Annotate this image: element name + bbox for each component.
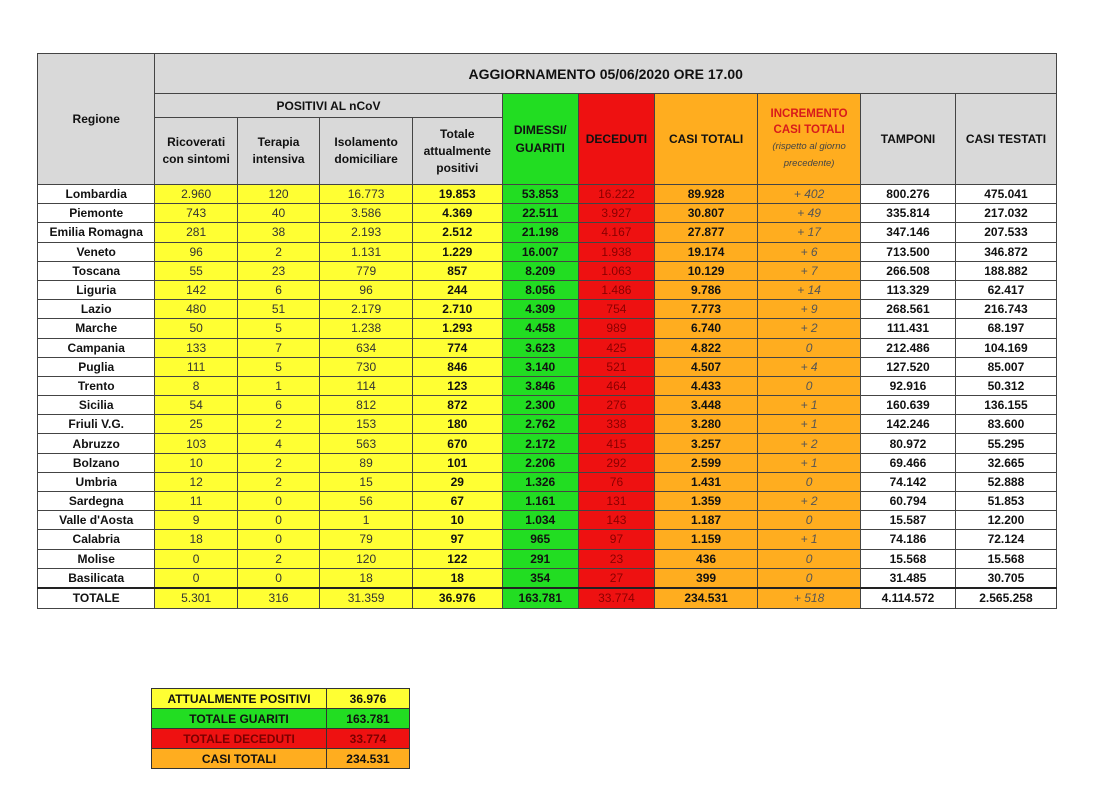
incremento-cell: + 1 <box>758 530 861 549</box>
terapia-cell: 1 <box>237 376 319 395</box>
incremento-cell: + 4 <box>758 357 861 376</box>
deceduti-cell: 1.486 <box>578 280 654 299</box>
dimessi-cell: 1.161 <box>502 492 578 511</box>
dimessi-cell: 2.762 <box>502 415 578 434</box>
terapia-cell: 7 <box>237 338 319 357</box>
tamponi-cell: 69.466 <box>861 453 956 472</box>
ricoverati-cell: 12 <box>155 472 237 491</box>
testati-cell: 50.312 <box>955 376 1056 395</box>
ricoverati-cell: 25 <box>155 415 237 434</box>
incremento-cell: 0 <box>758 568 861 588</box>
deceduti-cell: 415 <box>578 434 654 453</box>
isolamento-cell: 812 <box>320 396 413 415</box>
totale-cell: 2.710 <box>412 300 502 319</box>
terapia-cell: 5 <box>237 319 319 338</box>
totals-label: TOTALE <box>38 588 155 609</box>
ricoverati-header: Ricoverati con sintomi <box>155 118 237 185</box>
table-row <box>38 396 1057 415</box>
region-name: Sicilia <box>38 396 155 415</box>
incremento-cell: 0 <box>758 376 861 395</box>
casi-cell: 436 <box>655 549 758 568</box>
tamponi-cell: 800.276 <box>861 185 956 204</box>
deceduti-cell: 143 <box>578 511 654 530</box>
isolamento-cell: 89 <box>320 453 413 472</box>
testati-cell: 55.295 <box>955 434 1056 453</box>
summary-row <box>152 709 410 729</box>
dimessi-cell: 2.172 <box>502 434 578 453</box>
casi-cell: 1.359 <box>655 492 758 511</box>
testati-cell: 72.124 <box>955 530 1056 549</box>
testati-cell: 68.197 <box>955 319 1056 338</box>
totale-cell: 123 <box>412 376 502 395</box>
table-row <box>38 338 1057 357</box>
casi-cell: 27.877 <box>655 223 758 242</box>
dimessi-header: DIMESSI/ GUARITI <box>502 94 578 185</box>
casi-cell: 19.174 <box>655 242 758 261</box>
casi-cell: 3.280 <box>655 415 758 434</box>
casi-cell: 4.433 <box>655 376 758 395</box>
testati-cell: 51.853 <box>955 492 1056 511</box>
totale-cell: 180 <box>412 415 502 434</box>
testati-cell: 83.600 <box>955 415 1056 434</box>
isolamento-cell: 3.586 <box>320 204 413 223</box>
isolamento-cell: 16.773 <box>320 185 413 204</box>
ricoverati-cell: 54 <box>155 396 237 415</box>
testati-cell: 217.032 <box>955 204 1056 223</box>
isolamento-header: Isolamento domiciliare <box>320 118 413 185</box>
table-row <box>38 472 1057 491</box>
dimessi-cell: 965 <box>502 530 578 549</box>
ricoverati-cell: 96 <box>155 242 237 261</box>
casi-cell: 399 <box>655 568 758 588</box>
testati-cell: 475.041 <box>955 185 1056 204</box>
terapia-cell: 120 <box>237 185 319 204</box>
incremento-cell: + 2 <box>758 492 861 511</box>
summary-label: TOTALE GUARITI <box>152 709 327 729</box>
tamponi-cell: 266.508 <box>861 261 956 280</box>
isolamento-cell: 153 <box>320 415 413 434</box>
deceduti-cell: 292 <box>578 453 654 472</box>
casi-cell: 7.773 <box>655 300 758 319</box>
deceduti-cell: 23 <box>578 549 654 568</box>
casi-cell: 3.448 <box>655 396 758 415</box>
tamponi-cell: 160.639 <box>861 396 956 415</box>
table-row <box>38 434 1057 453</box>
tamponi-cell: 212.486 <box>861 338 956 357</box>
incremento-cell: + 2 <box>758 434 861 453</box>
totale-cell: 122 <box>412 549 502 568</box>
table-row <box>38 223 1057 242</box>
tamponi-cell: 113.329 <box>861 280 956 299</box>
incremento-cell: + 1 <box>758 453 861 472</box>
totale-cell: 29 <box>412 472 502 491</box>
region-name: Toscana <box>38 261 155 280</box>
table-row <box>38 204 1057 223</box>
totals-totale: 36.976 <box>412 588 502 609</box>
table-row <box>38 492 1057 511</box>
ricoverati-cell: 281 <box>155 223 237 242</box>
table-row <box>38 185 1057 204</box>
region-name: Basilicata <box>38 568 155 588</box>
deceduti-cell: 754 <box>578 300 654 319</box>
casi-cell: 89.928 <box>655 185 758 204</box>
table-row <box>38 242 1057 261</box>
totals-incremento: + 518 <box>758 588 861 609</box>
terapia-cell: 6 <box>237 396 319 415</box>
terapia-cell: 51 <box>237 300 319 319</box>
region-name: Friuli V.G. <box>38 415 155 434</box>
deceduti-cell: 76 <box>578 472 654 491</box>
deceduti-cell: 989 <box>578 319 654 338</box>
casi-cell: 4.822 <box>655 338 758 357</box>
region-name: Trento <box>38 376 155 395</box>
tamponi-cell: 92.916 <box>861 376 956 395</box>
totale-cell: 774 <box>412 338 502 357</box>
deceduti-header: DECEDUTI <box>578 94 654 185</box>
terapia-cell: 6 <box>237 280 319 299</box>
tamponi-cell: 60.794 <box>861 492 956 511</box>
deceduti-cell: 521 <box>578 357 654 376</box>
summary-label: TOTALE DECEDUTI <box>152 729 327 749</box>
table-body <box>38 185 1057 588</box>
incremento-header-note: (rispetto al giorno precedente) <box>772 141 846 169</box>
isolamento-cell: 563 <box>320 434 413 453</box>
dimessi-cell: 4.458 <box>502 319 578 338</box>
ricoverati-cell: 18 <box>155 530 237 549</box>
summary-row <box>152 729 410 749</box>
ricoverati-cell: 0 <box>155 549 237 568</box>
totale-cell: 2.512 <box>412 223 502 242</box>
ricoverati-cell: 111 <box>155 357 237 376</box>
dimessi-cell: 16.007 <box>502 242 578 261</box>
testati-cell: 216.743 <box>955 300 1056 319</box>
terapia-cell: 38 <box>237 223 319 242</box>
ricoverati-cell: 9 <box>155 511 237 530</box>
isolamento-cell: 56 <box>320 492 413 511</box>
region-name: Abruzzo <box>38 434 155 453</box>
incremento-cell: + 2 <box>758 319 861 338</box>
totale-cell: 1.229 <box>412 242 502 261</box>
tamponi-cell: 15.587 <box>861 511 956 530</box>
incremento-cell: + 49 <box>758 204 861 223</box>
summary-value: 36.976 <box>327 689 410 709</box>
table-row <box>38 357 1057 376</box>
dimessi-cell: 4.309 <box>502 300 578 319</box>
tamponi-cell: 111.431 <box>861 319 956 338</box>
table-row <box>38 453 1057 472</box>
totals-deceduti: 33.774 <box>578 588 654 609</box>
terapia-cell: 4 <box>237 434 319 453</box>
ricoverati-cell: 133 <box>155 338 237 357</box>
summary-value: 163.781 <box>327 709 410 729</box>
tamponi-cell: 15.568 <box>861 549 956 568</box>
deceduti-cell: 338 <box>578 415 654 434</box>
isolamento-cell: 2.179 <box>320 300 413 319</box>
summary-row <box>152 689 410 709</box>
totals-ricoverati: 5.301 <box>155 588 237 609</box>
ricoverati-cell: 10 <box>155 453 237 472</box>
deceduti-cell: 425 <box>578 338 654 357</box>
region-name: Valle d'Aosta <box>38 511 155 530</box>
tamponi-cell: 713.500 <box>861 242 956 261</box>
testati-cell: 136.155 <box>955 396 1056 415</box>
ricoverati-cell: 0 <box>155 568 237 588</box>
terapia-cell: 5 <box>237 357 319 376</box>
region-name: Puglia <box>38 357 155 376</box>
isolamento-cell: 1 <box>320 511 413 530</box>
casi-cell: 2.599 <box>655 453 758 472</box>
dimessi-cell: 1.326 <box>502 472 578 491</box>
dimessi-cell: 354 <box>502 568 578 588</box>
terapia-cell: 2 <box>237 415 319 434</box>
testati-cell: 62.417 <box>955 280 1056 299</box>
isolamento-cell: 15 <box>320 472 413 491</box>
dimessi-cell: 22.511 <box>502 204 578 223</box>
testati-cell: 104.169 <box>955 338 1056 357</box>
casi-totali-header: CASI TOTALI <box>655 94 758 185</box>
region-name: Calabria <box>38 530 155 549</box>
ricoverati-cell: 103 <box>155 434 237 453</box>
totale-cell: 857 <box>412 261 502 280</box>
casi-testati-header: CASI TESTATI <box>955 94 1056 185</box>
terapia-cell: 0 <box>237 568 319 588</box>
isolamento-cell: 1.131 <box>320 242 413 261</box>
dimessi-cell: 2.206 <box>502 453 578 472</box>
deceduti-cell: 276 <box>578 396 654 415</box>
region-name: Emilia Romagna <box>38 223 155 242</box>
testati-cell: 207.533 <box>955 223 1056 242</box>
tamponi-cell: 74.142 <box>861 472 956 491</box>
terapia-cell: 2 <box>237 453 319 472</box>
casi-cell: 1.187 <box>655 511 758 530</box>
isolamento-cell: 114 <box>320 376 413 395</box>
incremento-cell: 0 <box>758 472 861 491</box>
region-name: Molise <box>38 549 155 568</box>
terapia-cell: 2 <box>237 242 319 261</box>
ricoverati-cell: 480 <box>155 300 237 319</box>
table-row <box>38 511 1057 530</box>
casi-cell: 3.257 <box>655 434 758 453</box>
isolamento-cell: 79 <box>320 530 413 549</box>
terapia-cell: 40 <box>237 204 319 223</box>
tamponi-cell: 127.520 <box>861 357 956 376</box>
testati-cell: 85.007 <box>955 357 1056 376</box>
casi-cell: 9.786 <box>655 280 758 299</box>
tamponi-cell: 31.485 <box>861 568 956 588</box>
testati-cell: 12.200 <box>955 511 1056 530</box>
totale-cell: 872 <box>412 396 502 415</box>
terapia-cell: 2 <box>237 472 319 491</box>
totale-cell: 1.293 <box>412 319 502 338</box>
isolamento-cell: 18 <box>320 568 413 588</box>
totals-row <box>38 588 1057 609</box>
region-name: Liguria <box>38 280 155 299</box>
summary-value: 33.774 <box>327 729 410 749</box>
summary-label: CASI TOTALI <box>152 749 327 769</box>
terapia-cell: 0 <box>237 511 319 530</box>
deceduti-cell: 464 <box>578 376 654 395</box>
totale-cell: 18 <box>412 568 502 588</box>
incremento-cell: + 6 <box>758 242 861 261</box>
casi-cell: 10.129 <box>655 261 758 280</box>
dimessi-cell: 53.853 <box>502 185 578 204</box>
summary-row <box>152 749 410 769</box>
totale-cell: 19.853 <box>412 185 502 204</box>
casi-cell: 1.431 <box>655 472 758 491</box>
region-name: Veneto <box>38 242 155 261</box>
terapia-cell: 23 <box>237 261 319 280</box>
totals-tamponi: 4.114.572 <box>861 588 956 609</box>
ricoverati-cell: 50 <box>155 319 237 338</box>
tamponi-cell: 347.146 <box>861 223 956 242</box>
isolamento-cell: 120 <box>320 549 413 568</box>
deceduti-cell: 131 <box>578 492 654 511</box>
testati-cell: 188.882 <box>955 261 1056 280</box>
table-row <box>38 549 1057 568</box>
testati-cell: 346.872 <box>955 242 1056 261</box>
summary-label: ATTUALMENTE POSITIVI <box>152 689 327 709</box>
testati-cell: 15.568 <box>955 549 1056 568</box>
dimessi-cell: 3.623 <box>502 338 578 357</box>
dimessi-cell: 1.034 <box>502 511 578 530</box>
deceduti-cell: 1.938 <box>578 242 654 261</box>
ricoverati-cell: 743 <box>155 204 237 223</box>
incremento-cell: + 402 <box>758 185 861 204</box>
totals-casi: 234.531 <box>655 588 758 609</box>
region-name: Lazio <box>38 300 155 319</box>
dimessi-cell: 3.846 <box>502 376 578 395</box>
casi-cell: 1.159 <box>655 530 758 549</box>
isolamento-cell: 634 <box>320 338 413 357</box>
region-name: Umbria <box>38 472 155 491</box>
dimessi-cell: 291 <box>502 549 578 568</box>
tamponi-cell: 74.186 <box>861 530 956 549</box>
region-name: Piemonte <box>38 204 155 223</box>
casi-cell: 30.807 <box>655 204 758 223</box>
table-row <box>38 280 1057 299</box>
incremento-cell: + 7 <box>758 261 861 280</box>
casi-cell: 4.507 <box>655 357 758 376</box>
tamponi-header: TAMPONI <box>861 94 956 185</box>
deceduti-cell: 3.927 <box>578 204 654 223</box>
summary-table <box>151 688 410 769</box>
deceduti-cell: 97 <box>578 530 654 549</box>
deceduti-cell: 1.063 <box>578 261 654 280</box>
terapia-header: Terapia intensiva <box>237 118 319 185</box>
region-name: Sardegna <box>38 492 155 511</box>
testati-cell: 30.705 <box>955 568 1056 588</box>
tamponi-cell: 80.972 <box>861 434 956 453</box>
dimessi-cell: 8.209 <box>502 261 578 280</box>
dimessi-cell: 21.198 <box>502 223 578 242</box>
positivi-group-header: POSITIVI AL nCoV <box>155 94 502 118</box>
totals-testati: 2.565.258 <box>955 588 1056 609</box>
totale-cell: 846 <box>412 357 502 376</box>
ricoverati-cell: 8 <box>155 376 237 395</box>
terapia-cell: 2 <box>237 549 319 568</box>
table-row <box>38 319 1057 338</box>
covid-data-table <box>37 53 1057 609</box>
totale-cell: 10 <box>412 511 502 530</box>
table-row <box>38 376 1057 395</box>
isolamento-cell: 2.193 <box>320 223 413 242</box>
testati-cell: 32.665 <box>955 453 1056 472</box>
ricoverati-cell: 142 <box>155 280 237 299</box>
region-name: Bolzano <box>38 453 155 472</box>
totals-isolamento: 31.359 <box>320 588 413 609</box>
region-name: Lombardia <box>38 185 155 204</box>
totale-cell: 244 <box>412 280 502 299</box>
isolamento-cell: 730 <box>320 357 413 376</box>
totale-cell: 670 <box>412 434 502 453</box>
table-row <box>38 568 1057 588</box>
incremento-cell: 0 <box>758 338 861 357</box>
tamponi-cell: 268.561 <box>861 300 956 319</box>
incremento-cell: + 9 <box>758 300 861 319</box>
table-row <box>38 300 1057 319</box>
deceduti-cell: 16.222 <box>578 185 654 204</box>
totale-cell: 97 <box>412 530 502 549</box>
deceduti-cell: 27 <box>578 568 654 588</box>
region-name: Campania <box>38 338 155 357</box>
incremento-cell: + 14 <box>758 280 861 299</box>
terapia-cell: 0 <box>237 530 319 549</box>
incremento-cell: + 1 <box>758 396 861 415</box>
totals-terapia: 316 <box>237 588 319 609</box>
isolamento-cell: 96 <box>320 280 413 299</box>
dimessi-cell: 2.300 <box>502 396 578 415</box>
table-row <box>38 415 1057 434</box>
summary-value: 234.531 <box>327 749 410 769</box>
totale-positivi-header: Totale attualmente positivi <box>412 118 502 185</box>
deceduti-cell: 4.167 <box>578 223 654 242</box>
ricoverati-cell: 2.960 <box>155 185 237 204</box>
totale-cell: 101 <box>412 453 502 472</box>
tamponi-cell: 142.246 <box>861 415 956 434</box>
isolamento-cell: 779 <box>320 261 413 280</box>
region-name: Marche <box>38 319 155 338</box>
incremento-header <box>758 94 861 185</box>
regione-header: Regione <box>38 54 155 185</box>
terapia-cell: 0 <box>237 492 319 511</box>
incremento-cell: + 17 <box>758 223 861 242</box>
ricoverati-cell: 11 <box>155 492 237 511</box>
table-row <box>38 261 1057 280</box>
incremento-cell: + 1 <box>758 415 861 434</box>
table-row <box>38 530 1057 549</box>
incremento-header-label: INCREMENTO CASI TOTALI <box>770 108 848 136</box>
tamponi-cell: 335.814 <box>861 204 956 223</box>
testati-cell: 52.888 <box>955 472 1056 491</box>
incremento-cell: 0 <box>758 549 861 568</box>
update-title: AGGIORNAMENTO 05/06/2020 ORE 17.00 <box>155 54 1057 94</box>
dimessi-cell: 8.056 <box>502 280 578 299</box>
incremento-cell: 0 <box>758 511 861 530</box>
totals-dimessi: 163.781 <box>502 588 578 609</box>
casi-cell: 6.740 <box>655 319 758 338</box>
totale-cell: 4.369 <box>412 204 502 223</box>
isolamento-cell: 1.238 <box>320 319 413 338</box>
dimessi-cell: 3.140 <box>502 357 578 376</box>
totale-cell: 67 <box>412 492 502 511</box>
ricoverati-cell: 55 <box>155 261 237 280</box>
